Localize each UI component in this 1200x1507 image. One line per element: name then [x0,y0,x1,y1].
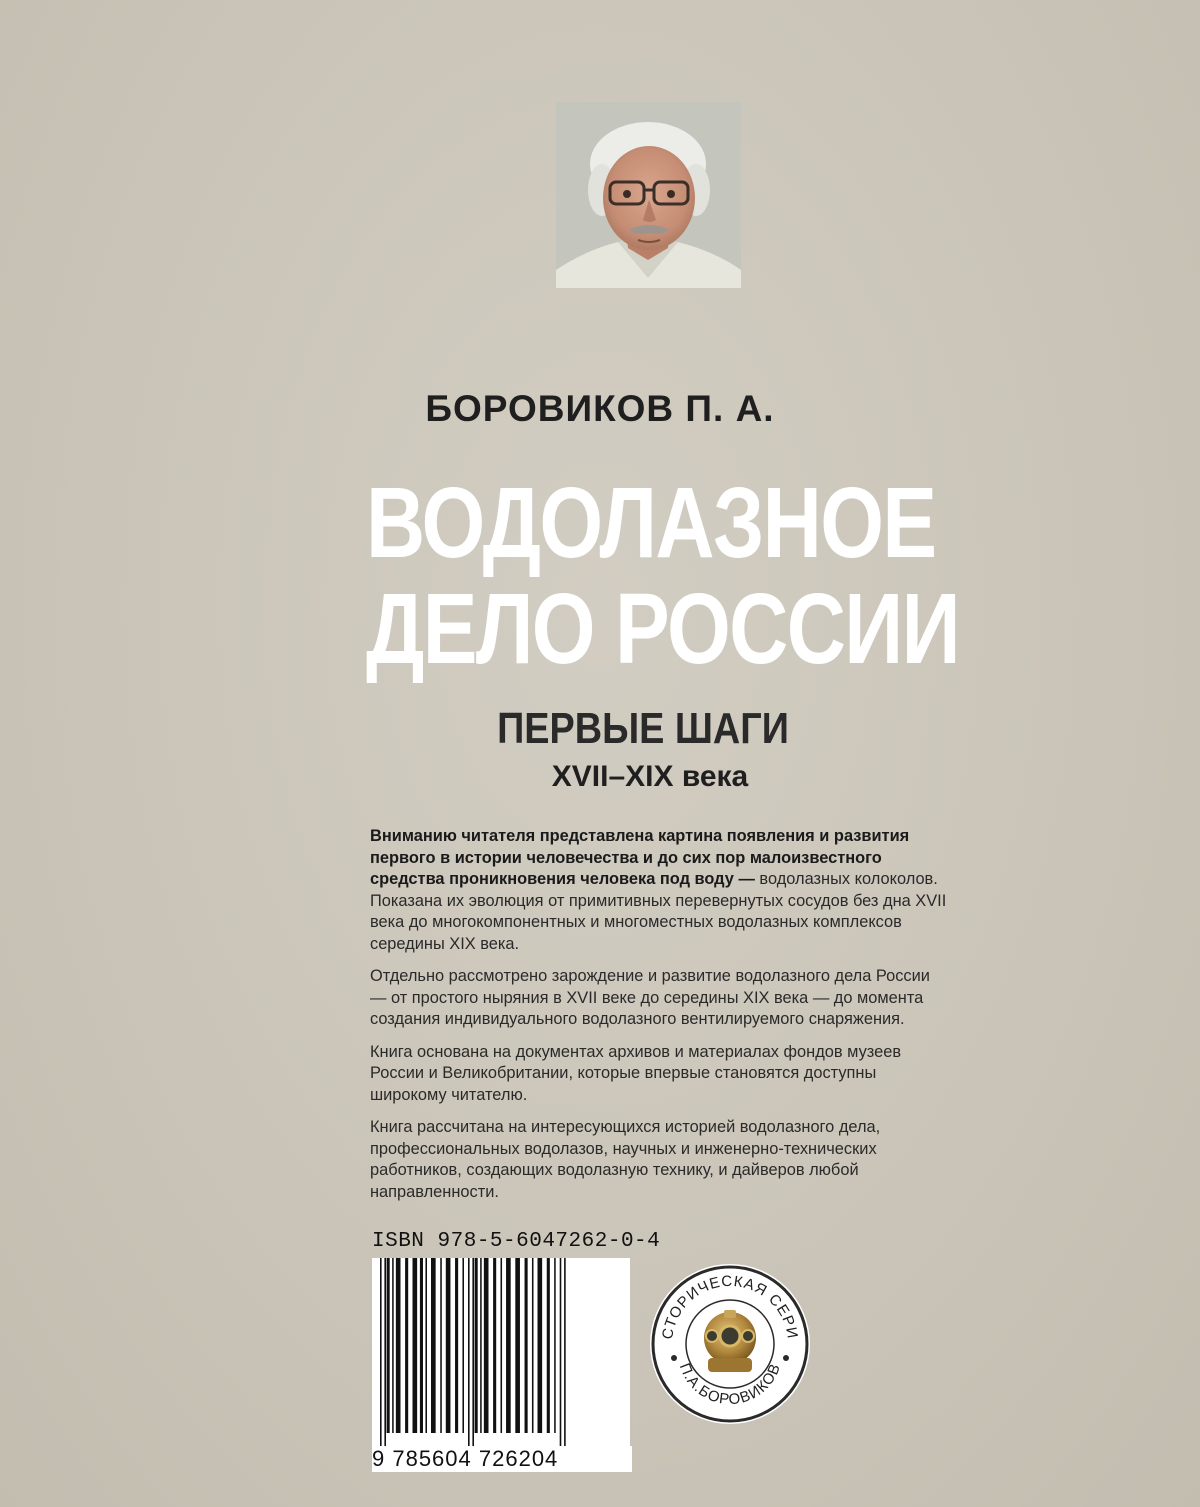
book-title-line-2: ДЕЛО РОССИИ [366,573,959,685]
barcode-bar [413,1258,418,1433]
series-seal [648,1262,812,1426]
barcode [372,1258,630,1472]
seal-bottom-text: П.А.БОРОВИКОВ [675,1360,785,1409]
author-name: БОРОВИКОВ П. А. [425,388,775,429]
book-title-line-1: ВОДОЛАЗНОЕ [366,467,936,579]
description-lead-bold: Вниманию читателя представлена картина появления и развития первого в истории человечества и до сих пор малоизвестного средства проникновения человека под воду — [370,827,910,888]
barcode-digits: 9 785604 726204 [372,1446,632,1472]
author-portrait-image [556,102,741,288]
barcode-bar [484,1258,489,1433]
barcode-bar [532,1258,534,1433]
barcode-bar [455,1258,458,1433]
barcode-bar [468,1258,470,1448]
book-period: XVII–XIX века [551,760,749,793]
barcode-bar [515,1258,520,1433]
barcode-bar [506,1258,511,1433]
barcode-bar [472,1258,474,1448]
barcode-bar [493,1258,496,1433]
barcode-bar [420,1258,423,1433]
author-photo [556,102,741,288]
barcode-bar [560,1258,562,1448]
barcode-bar [462,1258,464,1433]
barcode-bar [384,1258,386,1448]
series-seal-emblem [648,1262,812,1426]
barcode-bar [547,1258,550,1433]
barcode-bar [475,1258,478,1433]
barcode-bar [396,1258,401,1433]
barcode-bar [480,1258,482,1433]
barcode-bar [525,1258,528,1433]
description-paragraph-2: Отдельно рассмотрено зарождение и развитие водолазного дела России — от простого ныряния в XVII веке до середины XIX века — до момента создания индивидуального водолазного вентилируемого снаряжения. [370,967,930,1028]
barcode-bar [392,1258,394,1433]
description-paragraph-3: Книга основана на документах архивов и материалах фондов музеев России и Великобритании, которые впервые становятся доступны широкому читателю. [370,1042,902,1104]
barcode-bar [554,1258,556,1433]
barcode-bar [564,1258,566,1448]
barcode-bar [405,1258,408,1433]
book-title [366,467,959,685]
barcode-bar [380,1258,382,1448]
barcode-bar [387,1258,390,1433]
barcode-bar [425,1258,427,1433]
book-description [370,826,950,1214]
seal-top-text: СТОРИЧЕСКАЯ СЕРИ [659,1272,801,1341]
barcode-bar [446,1258,451,1433]
description-lead-rest: водолазных колоколов. Показана их эволюция от примитивных перевернутых сосудов без дна XVII века до многокомпонентных и многоместных водолазных комплексов середины XIX века. [370,870,947,953]
barcode-bar [431,1258,436,1433]
barcode-bar [501,1258,503,1433]
description-paragraph-1 [370,826,950,955]
isbn-number: ISBN 978-5-6047262-0-4 [372,1230,661,1253]
barcode-bars [372,1258,630,1448]
description-paragraph-4: Книга рассчитана на интересующихся историей водолазного дела, профессиональных водолазов, научных и инженерно-технических работников, создающих водолазную технику, и дайверов любой направленности. [370,1118,881,1201]
book-subtitle-text: ПЕРВЫЕ ШАГИ [497,704,789,753]
barcode-bar [440,1258,442,1433]
barcode-bar [538,1258,543,1433]
